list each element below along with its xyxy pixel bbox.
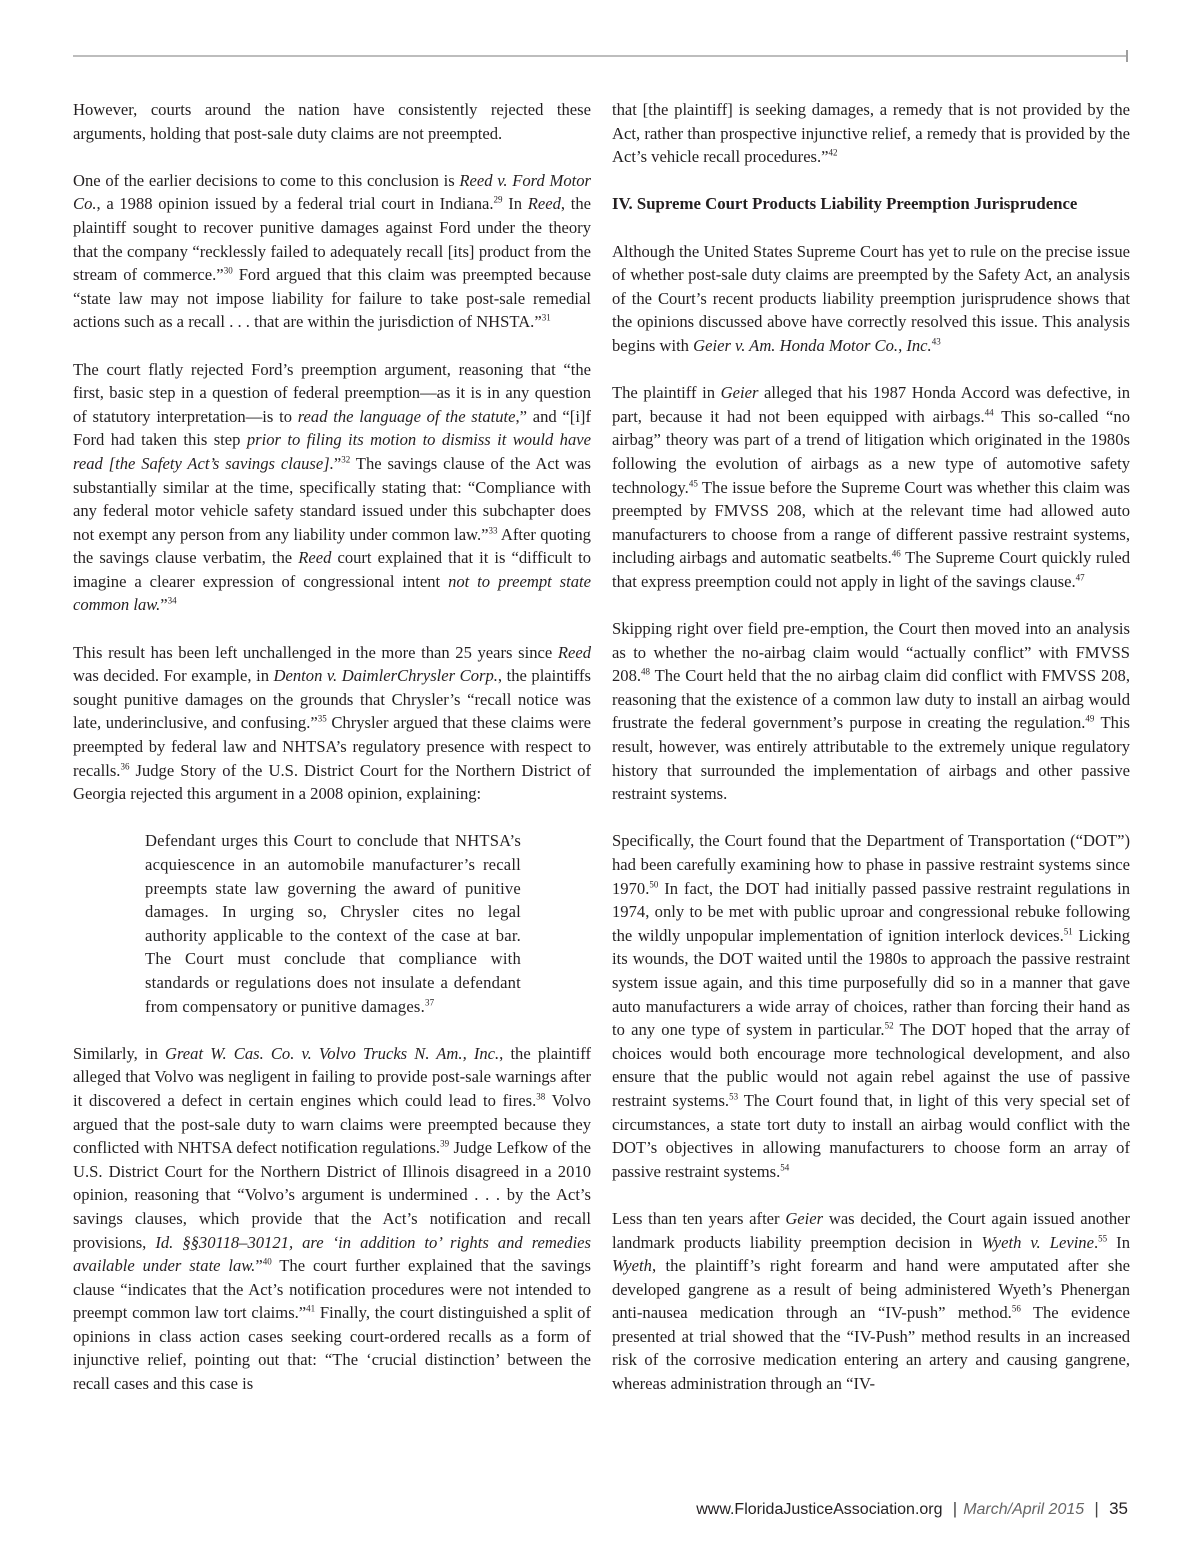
text-run: Volvo argued that the post-sale duty to warn claims were preempted because they conflicted with NHTSA defect notification regulations.: [73, 1090, 591, 1158]
text-run: The savings clause of the Act was substantially similar at the time, specifically stating that: “Compliance with any federal motor vehicle safety standard issued under this subchapter does not exempt any person from any liability under common law.”: [73, 453, 591, 544]
text-run: , the plaintiff sought to recover punitive damages against Ford under the theory that the company “recklessly failed to adequately recall [its] product from the stream of commerce.”: [73, 194, 591, 285]
text-run: After quoting the savings clause verbatim, the: [73, 524, 591, 568]
text-run: .: [1093, 1232, 1099, 1252]
text-run: In: [502, 194, 528, 214]
paragraph: [612, 381, 1130, 593]
paragraph: [73, 358, 591, 618]
text-run: alleged that his 1987 Honda Accord was defective, in part, because it had not been equipped with airbags.: [612, 383, 1130, 426]
text-run: ”: [160, 595, 168, 615]
footnote-ref: 36: [120, 761, 130, 772]
footnote-ref: 43: [931, 336, 941, 347]
text-run: This result, however, was entirely attributable to the extremely unique regulatory history that surrounded the implementation of airbags and other passive restraint systems.: [612, 713, 1130, 804]
text-run: In: [1107, 1232, 1130, 1252]
footnote-ref: 38: [536, 1091, 546, 1102]
text-run: that [the plaintiff] is seeking damages, a remedy that is not provided by the Act, rather than prospective injunctive relief, a remedy that is provided by the Act’s vehicle recall procedures.”: [612, 100, 1130, 167]
text-run: , the plaintiff’s right forearm and hand were amputated after she developed gangrene as a result of being administered Wyeth’s Phenergan anti-nausea medication through an “IV-push” method.: [612, 1256, 1130, 1323]
footnote-ref: 32: [341, 454, 351, 465]
footnote-ref: 51: [1063, 926, 1073, 937]
footnote-ref: 39: [440, 1138, 450, 1149]
italic-text: not to preempt state common law.: [73, 571, 591, 615]
text-run: Finally, the court distinguished a split of opinions in class action cases seeking court-ordered recalls as a form of injunctive relief, pointing out that: “The ‘crucial distinction’ between the recall cases and this case is: [73, 1303, 591, 1394]
italic-text: Denton v. DaimlerChrysler Corp.: [273, 666, 498, 686]
text-run: This result has been left unchallenged in the more than 25 years since: [73, 642, 558, 662]
italic-text: Reed: [298, 548, 332, 568]
left-column: [73, 98, 591, 1419]
footer-separator: |: [952, 1499, 958, 1518]
footnote-ref: 29: [493, 194, 503, 205]
footnote-ref: 49: [1085, 713, 1095, 724]
italic-text: Id. §§30118–30121, are ‘in addition to’ rights and remedies available under state law.: [73, 1232, 591, 1276]
text-run: Less than ten years after: [612, 1208, 786, 1228]
footnote-ref: 54: [780, 1162, 790, 1173]
text-run: Licking its wounds, the DOT waited until the 1980s to approach the passive restraint system issue again, and this time purposefully did so in a manner that gave auto manufacturers a wide array of choices, rather than forcing their hand as to any one type of system in particular.: [612, 925, 1130, 1040]
text-run: The court further explained that the savings clause “indicates that the Act’s notification procedures were not intended to preempt common law tort claims.”: [73, 1256, 592, 1323]
italic-text: Reed: [527, 194, 561, 214]
text-run: Judge Lefkow of the U.S. District Court for the Northern District of Illinois disagreed in a 2010 opinion, reasoning that “Volvo’s argument is undermined . . . by the Act’s savings clauses, which provide that the Act’s notification and recall provisions,: [73, 1138, 591, 1252]
italic-text: prior to filing its motion to dismiss it would have read [the Safety Act’s savings clause].: [73, 430, 591, 473]
footnote-ref: 37: [424, 997, 435, 1008]
text-run: The evidence presented at trial showed that the “IV-Push” method results in an increased risk of the corrosive medication entering an artery and causing gangrene, whereas administration through an “IV-: [612, 1303, 1130, 1394]
text-run: Judge Story of the U.S. District Court for the Northern District of Georgia rejected this argument in a 2008 opinion, explaining:: [73, 760, 591, 804]
text-run: ”: [255, 1256, 263, 1276]
footnote-ref: 41: [306, 1303, 316, 1314]
text-run: The Court found that, in light of this very special set of circumstances, a state tort duty to install an airbag would conflict with the DOT’s objectives in allowing manufacturers to choose form an array of passive restraint systems.: [612, 1090, 1131, 1181]
block-quote: [145, 829, 521, 1018]
paragraph: [612, 240, 1130, 358]
paragraph: [612, 829, 1130, 1183]
italic-text: Reed v. Ford Motor Co.: [73, 170, 591, 214]
italic-text: Wyeth v. Levine: [981, 1232, 1094, 1252]
text-run: Specifically, the Court found that the Department of Transportation (“DOT”) had been carefully examining how to phase in passive restraint systems since 1970.: [612, 831, 1130, 898]
text-run: , a 1988 opinion issued by a federal trial court in Indiana.: [96, 194, 494, 214]
text-run: The Supreme Court quickly ruled that express preemption could not apply in light of the savings clause.: [612, 548, 1130, 591]
text-run: The DOT hoped that the array of choices would both encourage more technological development, and also ensure that the public would not again rebel against the use of passive restraint systems.: [612, 1020, 1131, 1110]
text-run: ,” and “[i]f Ford had taken this step: [73, 406, 591, 450]
text-run: ”: [333, 453, 342, 473]
paragraph: [612, 617, 1130, 806]
italic-text: Geier v. Am. Honda Motor Co., Inc.: [693, 335, 932, 355]
header-rule: [73, 55, 1128, 57]
text-run: Chrysler argued that these claims were preempted by federal law and NHTSA’s regulatory presence with respect to recalls.: [73, 713, 591, 780]
text-run: Skipping right over field pre-emption, the Court then moved into an analysis as to whether the no-airbag claim would “actually conflict” with FMVSS 208.: [612, 619, 1130, 686]
footnote-ref: 40: [262, 1256, 272, 1267]
paragraph: [73, 641, 591, 806]
text-run: The court flatly rejected Ford’s preemption argument, reasoning that “the first, basic step in a question of federal preemption—as it is in any question of statutory interpretation—is to: [73, 359, 591, 426]
text-run: The plaintiff in: [612, 383, 721, 403]
text-run: The Court held that the no airbag claim did conflict with FMVSS 208, reasoning that the existence of a common law duty to install an airbag would frustrate the federal government’s purpose in creating the regulation.: [612, 666, 1130, 733]
text-run: court explained that it is “difficult to imagine a clearer expression of congressional intent: [73, 548, 592, 591]
footnote-ref: 56: [1011, 1303, 1021, 1314]
italic-text: Great W. Cas. Co. v. Volvo Trucks N. Am., Inc.: [164, 1043, 500, 1063]
text-run: Ford argued that this claim was preempted because “state law may not impose liability for failure to take post-sale remedial actions such as a recall . . . that are within the jurisdiction of NHSTA.”: [73, 265, 591, 332]
footnote-ref: 33: [488, 525, 498, 536]
italic-text: read the language of the statute: [297, 406, 516, 426]
text-run: Similarly, in: [73, 1043, 165, 1063]
paragraph: [612, 98, 1130, 169]
header-rule-tick: [1126, 50, 1128, 62]
footnote-ref: 52: [884, 1020, 894, 1031]
text-run: One of the earlier decisions to come to this conclusion is: [73, 170, 460, 190]
text-run: The issue before the Supreme Court was whether this claim was preempted by FMVSS 208, which at the relevant time had allowed auto manufacturers to choose from a range of different passive restraint systems, including airbags and automatic seatbelts.: [612, 477, 1130, 568]
italic-text: Geier: [720, 383, 759, 403]
text-run: , the plaintiff alleged that Volvo was negligent in failing to provide post-sale warnings after it discovered a defect in certain engines which could lead to fires.: [73, 1043, 591, 1110]
right-column: [612, 98, 1130, 1419]
footnote-ref: 48: [641, 666, 651, 677]
footnote-ref: 35: [317, 713, 327, 724]
text-run: , the plaintiffs sought punitive damages on the grounds that Chrysler’s “recall notice was late, underinclusive, and confusing.”: [73, 666, 592, 733]
paragraph: [73, 1042, 591, 1396]
footnote-ref: 34: [167, 595, 177, 606]
footnote-ref: 47: [1075, 572, 1085, 583]
paragraph: [73, 169, 591, 334]
text-run: Defendant urges this Court to conclude that NHTSA’s acquiescence in an automobile manufacturer’s recall preempts state law governing the award of punitive damages. In urging so, Chrysler cites no legal authority applicable to the context of the case at bar. The Court must conclude that compliance with standards or regulations does not insulate a defendant from compensatory or punitive damages.: [145, 831, 521, 1016]
text-run: This so-called “no airbag” theory was part of a trend of litigation which originated in the 1980s following the evolution of airbags as a new type of automotive safety technology.: [612, 406, 1130, 497]
italic-text: Reed: [557, 642, 591, 662]
footnote-ref: 30: [223, 265, 233, 276]
footnote-ref: 46: [891, 548, 901, 559]
text-run: Although the United States Supreme Court has yet to rule on the precise issue of whether post-sale duty claims are preempted by the Safety Act, an analysis of the Court’s recent products liability preemption jurisprudence shows that the opinions discussed above have correctly resolved this issue. This analysis begins with: [612, 241, 1130, 355]
footer-separator: |: [1094, 1499, 1099, 1518]
footnote-ref: 42: [828, 147, 838, 158]
footnote-ref: 31: [541, 312, 551, 323]
footnote-ref: 53: [729, 1091, 739, 1102]
text-run: In fact, the DOT had initially passed passive restraint regulations in 1974, only to be met with public uproar and congressional rebuke following the wildly unpopular implementation of ignition interlock devices.: [612, 878, 1130, 945]
website-link[interactable]: www.FloridaJusticeAssociation.org: [696, 1501, 943, 1518]
issue-date: March/April 2015: [963, 1501, 1085, 1518]
page-footer: [696, 1499, 1128, 1519]
page-number: 35: [1109, 1499, 1128, 1518]
paragraph: [612, 1207, 1130, 1396]
section-heading: IV. Supreme Court Products Liability Preemption Jurisprudence: [612, 194, 1078, 214]
footnote-ref: 55: [1098, 1232, 1108, 1243]
footnote-ref: 44: [984, 407, 994, 418]
paragraph: However, courts around the nation have consistently rejected these arguments, holding that post-sale duty claims are not preempted.: [73, 100, 591, 143]
footnote-ref: 45: [688, 477, 698, 488]
italic-text: Geier: [785, 1208, 824, 1228]
footnote-ref: 50: [649, 879, 659, 890]
italic-text: Wyeth: [612, 1256, 652, 1276]
text-run: was decided. For example, in: [73, 666, 274, 686]
text-run: was decided, the Court again issued another landmark products liability preemption decision in: [612, 1208, 1131, 1252]
